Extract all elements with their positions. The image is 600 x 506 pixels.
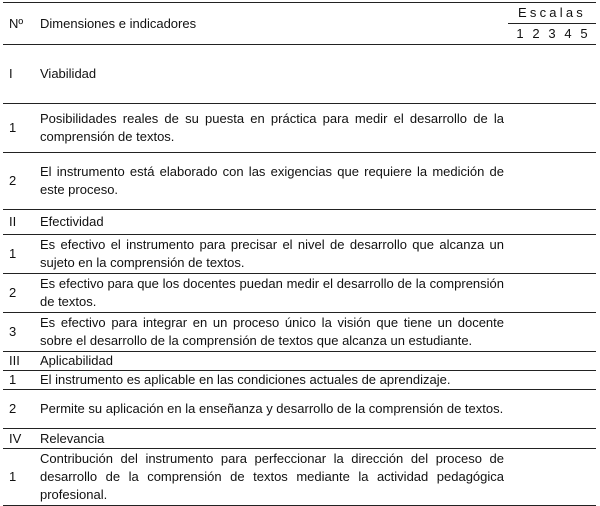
scale-value: 1 <box>516 26 524 41</box>
section-roman: I <box>3 45 34 104</box>
header-number-label: Nº <box>3 3 34 45</box>
scale-value: 3 <box>548 26 556 41</box>
item-number: 1 <box>3 104 34 153</box>
scales-label: Escalas <box>508 3 596 24</box>
section-row-efectividad <box>3 210 596 235</box>
table-row <box>3 235 596 274</box>
table-row <box>3 153 596 210</box>
item-text: Contribución del instrumento para perfeccionar la dirección del proceso de desarrollo de la comprensión de textos mediante la actividad pedagógica profesional. <box>34 449 508 506</box>
scale-value: 5 <box>580 26 588 41</box>
item-number: 1 <box>3 235 34 274</box>
table-row <box>3 390 596 429</box>
item-number: 2 <box>3 153 34 210</box>
item-number: 2 <box>3 390 34 429</box>
section-name: Viabilidad <box>34 45 508 104</box>
item-number: 3 <box>3 313 34 352</box>
scale-value: 2 <box>532 26 540 41</box>
table-row <box>3 449 596 506</box>
section-row-aplicabilidad <box>3 352 596 371</box>
table-header-row <box>3 3 596 24</box>
item-text: El instrumento es aplicable en las condiciones actuales de aprendizaje. <box>34 371 508 390</box>
scale-value: 4 <box>564 26 572 41</box>
scale-values <box>508 24 596 45</box>
item-text: Es efectivo el instrumento para precisar el nivel de desarrollo que alcanza un sujeto en la comprensión de textos. <box>34 235 508 274</box>
table-row <box>3 274 596 313</box>
item-text: Es efectivo para que los docentes puedan medir el desarrollo de la comprensión de textos. <box>34 274 508 313</box>
table-row <box>3 371 596 390</box>
section-name: Efectividad <box>34 210 508 235</box>
table-row <box>3 104 596 153</box>
indicators-table <box>3 2 596 506</box>
item-number: 1 <box>3 371 34 390</box>
item-number: 1 <box>3 449 34 506</box>
item-text: Permite su aplicación en la enseñanza y desarrollo de la comprensión de textos. <box>34 390 508 429</box>
section-roman: II <box>3 210 34 235</box>
section-roman: III <box>3 352 34 371</box>
section-name: Relevancia <box>34 429 508 449</box>
item-text: El instrumento está elaborado con las exigencias que requiere la medición de este proceso. <box>34 153 508 210</box>
header-title: Dimensiones e indicadores <box>34 3 508 45</box>
item-text: Posibilidades reales de su puesta en práctica para medir el desarrollo de la comprensión de textos. <box>34 104 508 153</box>
section-row-relevancia <box>3 429 596 449</box>
section-roman: IV <box>3 429 34 449</box>
table-row <box>3 313 596 352</box>
item-number: 2 <box>3 274 34 313</box>
section-row-viabilidad <box>3 45 596 104</box>
item-text: Es efectivo para integrar en un proceso único la visión que tiene un docente sobre el desarrollo de la comprensión de textos que alcanza un estudiante. <box>34 313 508 352</box>
section-name: Aplicabilidad <box>34 352 508 371</box>
